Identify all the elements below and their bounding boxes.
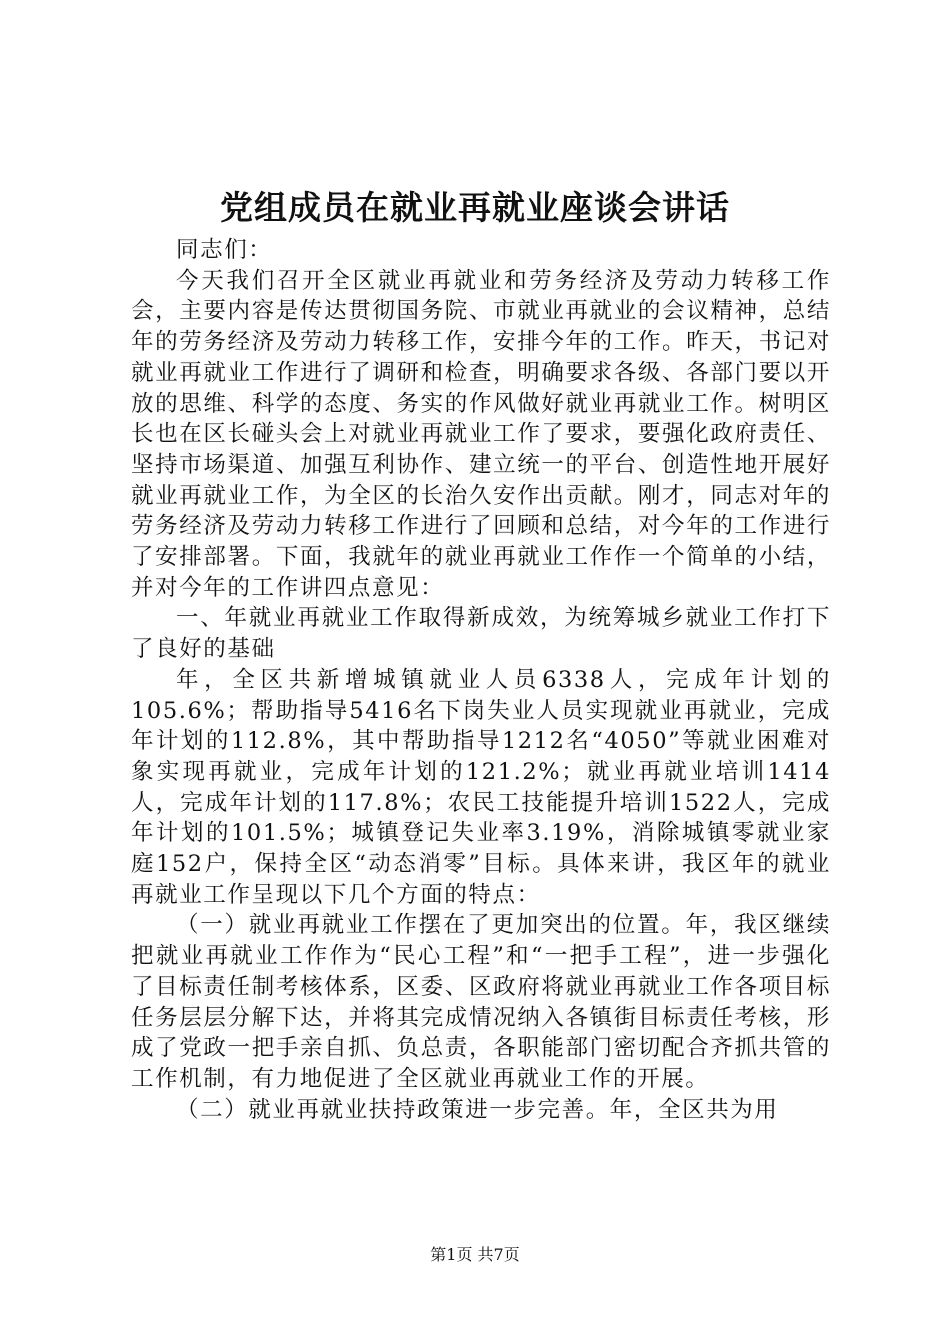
paragraph-intro: 今天我们召开全区就业再就业和劳务经济及劳动力转移工作会，主要内容是传达贯彻国务院、市就业再就业的会议精神，总结年的劳务经济及劳动力转移工作，安排今年的工作。昨天，书记对就业再就业工作进行了调研和检查，明确要求各级、各部门要以开放的思维、科学的态度、务实的作风做好就业再就业工作。树明区长也在区长碰头会上对就业再就业工作了要求，要强化政府责任、坚持市场渠道、加强互利协作、建立统一的平台、创造性地开展好就业再就业工作，为全区的长治久安作出贡献。刚才，同志对年的劳务经济及劳动力转移工作进行了回顾和总结，对今年的工作进行了安排部署。下面，我就年的就业再就业工作作一个简单的小结，并对今年的工作讲四点意见：: [131, 267, 831, 601]
salutation: 同志们：: [176, 237, 273, 263]
page-number: 第1页 共7页: [430, 1245, 520, 1264]
paragraph-point-2: （二）就业再就业扶持政策进一步完善。年，全区共为用: [176, 1096, 779, 1123]
document-title: 党组成员在就业再就业座谈会讲话: [220, 188, 730, 227]
paragraph-statistics: 年，全区共新增城镇就业人员6338人，完成年计划的105.6%；帮助指导5416名下岗失业人员实现就业再就业，完成年计划的112.8%，其中帮助指导1212名“4050”等就业困难对象实现再就业，完成年计划的121.2%；就业再就业培训1414人，完成年计划的117.8%；农民工技能提升培训1522人，完成年计划的101.5%；城镇登记失业率3.19%，消除城镇零就业家庭152户，保持全区“动态消零”目标。具体来讲，我区年的就业再就业工作呈现以下几个方面的特点：: [131, 666, 831, 908]
paragraph-point-1: （一）就业再就业工作摆在了更加突出的位置。年，我区继续把就业再就业工作作为“民心工程”和“一把手工程”，进一步强化了目标责任制考核体系，区委、区政府将就业再就业工作各项目标任务层层分解下达，并将其完成情况纳入各镇街目标责任考核，形成了党政一把手亲自抓、负总责，各职能部门密切配合齐抓共管的工作机制，有力地促进了全区就业再就业工作的开展。: [131, 912, 831, 1092]
section-heading-1: 一、年就业再就业工作取得新成效，为统筹城乡就业工作打下了良好的基础: [131, 605, 831, 663]
document-body: [131, 235, 831, 1125]
